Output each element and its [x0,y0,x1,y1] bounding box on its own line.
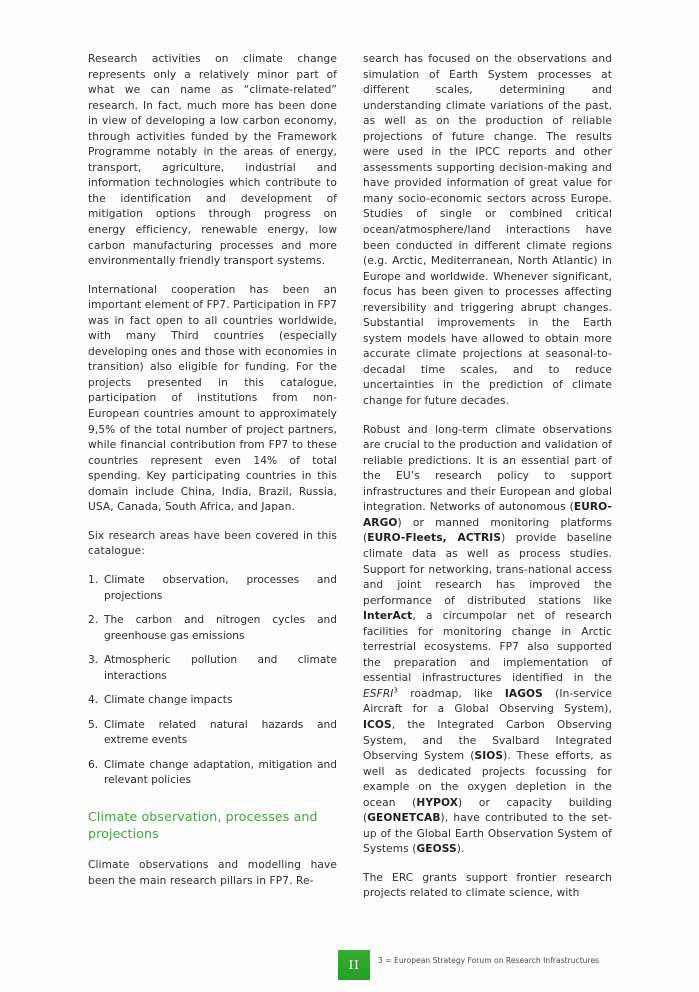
body-text-run: , a circumpolar net of research facilities for monitoring change in Arctic terrestrial ecosystems. FP7 also supported the preparation and implementation of essential infrastructures identified in the [363,610,612,685]
two-column-body [88,52,612,902]
body-text-run: ) or capacity building ( [363,796,612,825]
research-area-label: Climate change adaptation, mitigation and relevant policies [104,758,337,787]
research-area-number: 5. [88,718,99,731]
research-area-label: Climate observation, processes and projections [104,573,337,602]
research-area-label: Atmospheric pollution and climate interactions [104,654,337,682]
left-paragraph-4: Climate observations and modelling have been the main research pillars in FP7. Re- [88,858,337,887]
research-area-item [88,693,337,709]
body-text-run: ) provide baseline climate data as well as process studies. Support for networking, trans-national access and joint research has improved the performance of distributed stations like [363,532,612,607]
page-number-badge: II [338,950,370,980]
research-area-item [88,613,337,644]
body-text-run: ). [456,843,465,856]
research-area-number: 6. [88,758,99,771]
right-paragraph-3: The ERC grants support frontier research projects related to climate science, with [363,871,612,900]
body-text-run: (In-service Aircraft for a Global Observing System), [363,687,613,716]
left-column [88,52,337,902]
project-acronym: GEOSS [416,843,457,856]
esfri-italic: ESFRI [363,687,394,700]
project-acronym: EURO-Fleets, ACTRIS [367,532,502,545]
research-area-number: 1. [88,573,99,586]
footnote-esfri: 3 = European Strategy Forum on Research Infrastructures [378,956,600,965]
body-text-run: ), have contributed to the set-up of the Global Earth Observation System of Systems ( [363,812,612,856]
project-acronym: GEONETCAB [367,812,441,825]
research-area-item [88,573,337,604]
research-area-item [88,758,337,789]
left-paragraph-3: Six research areas have been covered in this catalogue: [88,529,337,558]
project-acronym: ICOS [363,718,392,731]
project-acronym: IAGOS [504,687,543,700]
research-area-label: Climate related natural hazards and extreme events [104,718,337,747]
body-text-run: , the Integrated Carbon Observing System, and the Svalbard Integrated Observing System ( [363,718,612,763]
body-text-run: ). These efforts, as well as dedicated projects focussing for example on the oxygen depletion in the ocean ( [363,750,613,809]
project-acronym: InterAct [363,610,413,623]
research-area-item [88,653,337,684]
body-text-run: Robust and long-term climate observations are crucial to the production and validation of reliable predictions. It is an essential part of the EU’s research policy to support infrastructures and their European and global integration. Networks of autonomous ( [363,423,612,514]
project-acronym: SIOS [474,750,504,763]
research-area-number: 4. [88,694,99,707]
research-area-label: Climate change impacts [104,694,233,707]
research-area-number: 2. [88,614,99,627]
section-heading-climate-observation: Climate observation, processes and projections [88,808,318,841]
left-paragraph-2: International cooperation has been an important element of FP7. Participation in FP7 was in fact open to all countries worldwide, with many Third countries (especially developing ones and those with economies in transition) also eligible for funding. For the projects presented in this catalogue, participation of institutions from non-European countries amount to approximately 9,5% of the total number of project partners, while financial contribution from FP7 to these countries represent even 14% of total spending. Key participating countries in this domain include China, India, Brazil, Russia, USA, Canada, South Africa, and Japan. [88,283,337,514]
project-acronym: HYPOX [416,796,459,809]
research-area-item [88,718,337,749]
right-paragraph-2-infrastructures [363,423,612,858]
research-area-number: 3. [88,654,99,667]
project-acronym: EURO-ARGO [363,501,612,529]
right-column [363,52,612,902]
page-footer [0,950,699,992]
footnote-marker: 3 [393,686,399,695]
body-text-run: roadmap, like [398,687,505,700]
research-areas-list [88,573,337,789]
body-text-run: ) or manned monitoring platforms ( [363,516,612,545]
left-paragraph-1: Research activities on climate change represents only a relatively minor part of what we can name as “climate-related” research. In fact, much more has been done in view of developing a low carbon economy, through activities funded by the Framework Programme notably in the areas of energy, transport, agriculture, industrial and information technologies which contribute to the identification and development of mitigation options through progress on energy efficiency, renewable energy, low carbon manufacturing processes and more environmentally friendly transport systems. [88,53,337,268]
research-area-label: The carbon and nitrogen cycles and greenhouse gas emissions [104,614,337,642]
right-paragraph-1: search has focused on the observations and simulation of Earth System processes at different scales, determining and understanding climate variations of the past, as well as on the production of reliable projections of future change. The results were used in the IPCC reports and other assessments supporting decision-making and have provided information of great value for many socio-economic sectors across Europe. Studies of single or combined critical ocean/atmosphere/land interactions have been conducted in different climate regions (e.g. Arctic, Mediterranean, North Atlantic) in Europe and worldwide. Whenever significant, focus has been given to processes affecting reversibility and triggering abrupt changes. Substantial improvements in the Earth system models have allowed to obtain more accurate climate projections at seasonal-to-decadal time scales, and to reduce uncertainties in the prediction of climate change for future decades. [363,53,612,408]
